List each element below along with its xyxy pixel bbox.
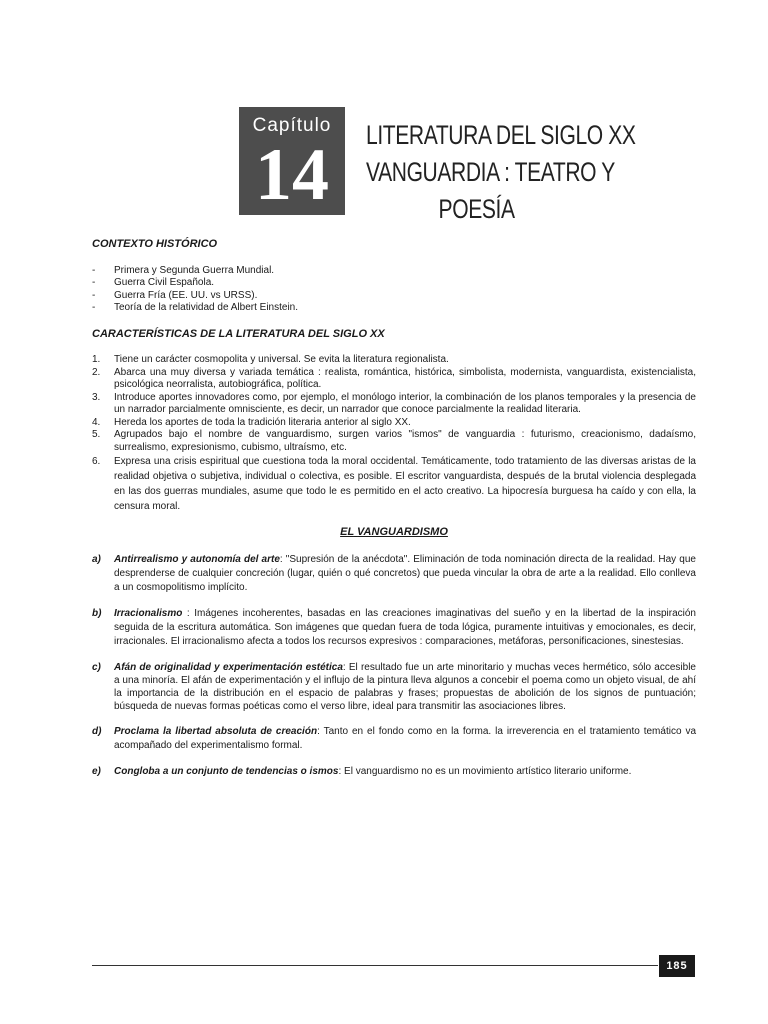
list-item: - Primera y Segunda Guerra Mundial. [92, 264, 275, 276]
chapter-title-line-1: LITERATURA DEL SIGLO XX [366, 120, 636, 150]
chapter-title-line-3: POESÍA [438, 194, 515, 224]
vanguardismo-heading: EL VANGUARDISMO [340, 526, 448, 538]
list-item: 4. Hereda los aportes de toda la tradición literaria anterior al siglo XX. [92, 416, 411, 428]
list-item: e) Congloba a un conjunto de tendencias o ismos: El vanguardismo no es un movimiento artístico literario uniforme. [92, 765, 632, 777]
list-item: 5. Agrupados bajo el nombre de vanguardismo, surgen varios "ismos" de vanguardia : futurismo, creacionismo, dadaísmo, surrealismo, expresionismo, cubismo, ultraísmo, etc. [92, 429, 696, 453]
footer-rule [92, 965, 658, 966]
list-item: - Guerra Civil Española. [92, 277, 215, 288]
list-item: b) Irracionalismo : Imágenes incoherentes, basadas en las creaciones imaginativas del sueño y en la libertad de la inspiración seguida de la escritura automática. Son imágenes que quedan fuera de toda lógica, puramente intuitivas y emocionales, es decir, irracionales. El irracionalismo afecta a todos los recursos expresivos : comparaciones, metáforas, personificaciones, sinestesias. [92, 607, 696, 647]
caracteristicas-heading: CARACTERÍSTICAS DE LA LITERATURA DEL SIGLO XX [92, 327, 385, 340]
list-item: c) Afán de originalidad y experimentación estética: El resultado fue un arte minoritario y muchas veces hermético, sólo accesible a una minoría. El afán de experimentación y el influjo de la pintura lleva algunos a concebir el poema como un objeto visual, de ahí la importancia de la distribución en el espacio de palabras y frases; propuestas de abolición de los signos de puntuación; búsqueda de nuevas formas poéticas como el verso libre, ideal para transmitir las asociaciones libres. [92, 661, 696, 712]
chapter-label: Capítulo [252, 115, 332, 136]
page-content [92, 238, 696, 791]
list-item: - Teoría de la relatividad de Albert Einstein. [92, 302, 298, 313]
page-number: 185 [659, 955, 695, 977]
chapter-title [366, 117, 636, 228]
list-item: 6. Expresa una crisis espiritual que cuestiona toda la moral occidental. Temáticamente, todo tratamiento de las diversas aristas de la realidad objetiva o subjetiva, individual o colectiva, es posible. El escritor vanguardista, después de la brutal violencia desplegada en las dos guerras mundiales, asume que todo le es permitido en el acto creativo. La hipocresía burguesa ha caído y con ella, la censura moral. [92, 456, 696, 512]
chapter-title-line-2: VANGUARDIA : TEATRO Y [366, 157, 615, 187]
list-item: 2. Abarca una muy diversa y variada temática : realista, romántica, histórica, simbolista, modernista, vanguardista, existencialista, psicológica neorralista, autobiográfica, política. [92, 366, 696, 390]
chapter-badge [239, 107, 345, 215]
caracteristicas-list [92, 354, 696, 514]
contexto-list [92, 265, 696, 315]
list-item: d) Proclama la libertad absoluta de creación: Tanto en el fondo como en la forma. la irreverencia en el tratamiento temático va acompañado del experimentalismo formal. [92, 725, 696, 751]
list-item: 3. Introduce aportes innovadores como, por ejemplo, el monólogo interior, la combinación de los planos temporales y la presencia de un narrador parcialmente omnisciente, es decir, un narrador que conoce parcialmente la realidad literaria. [92, 391, 696, 415]
chapter-number: 14 [255, 134, 329, 216]
vanguardismo-list [92, 553, 696, 779]
list-item: 1. Tiene un carácter cosmopolita y universal. Se evita la literatura regionalista. [92, 354, 449, 365]
list-item: - Guerra Fría (EE. UU. vs URSS). [92, 289, 258, 301]
contexto-heading: CONTEXTO HISTÓRICO [92, 238, 218, 250]
list-item: a) Antirrealismo y autonomía del arte: "Supresión de la anécdota". Eliminación de toda nominación directa de la realidad. Hay que desprenderse de cualquier concreción (lugar, quién o qué concretos) que pueda vincular la obra de arte a la realidad. Ello conlleva a un cosmopolitismo implícito. [92, 553, 696, 593]
